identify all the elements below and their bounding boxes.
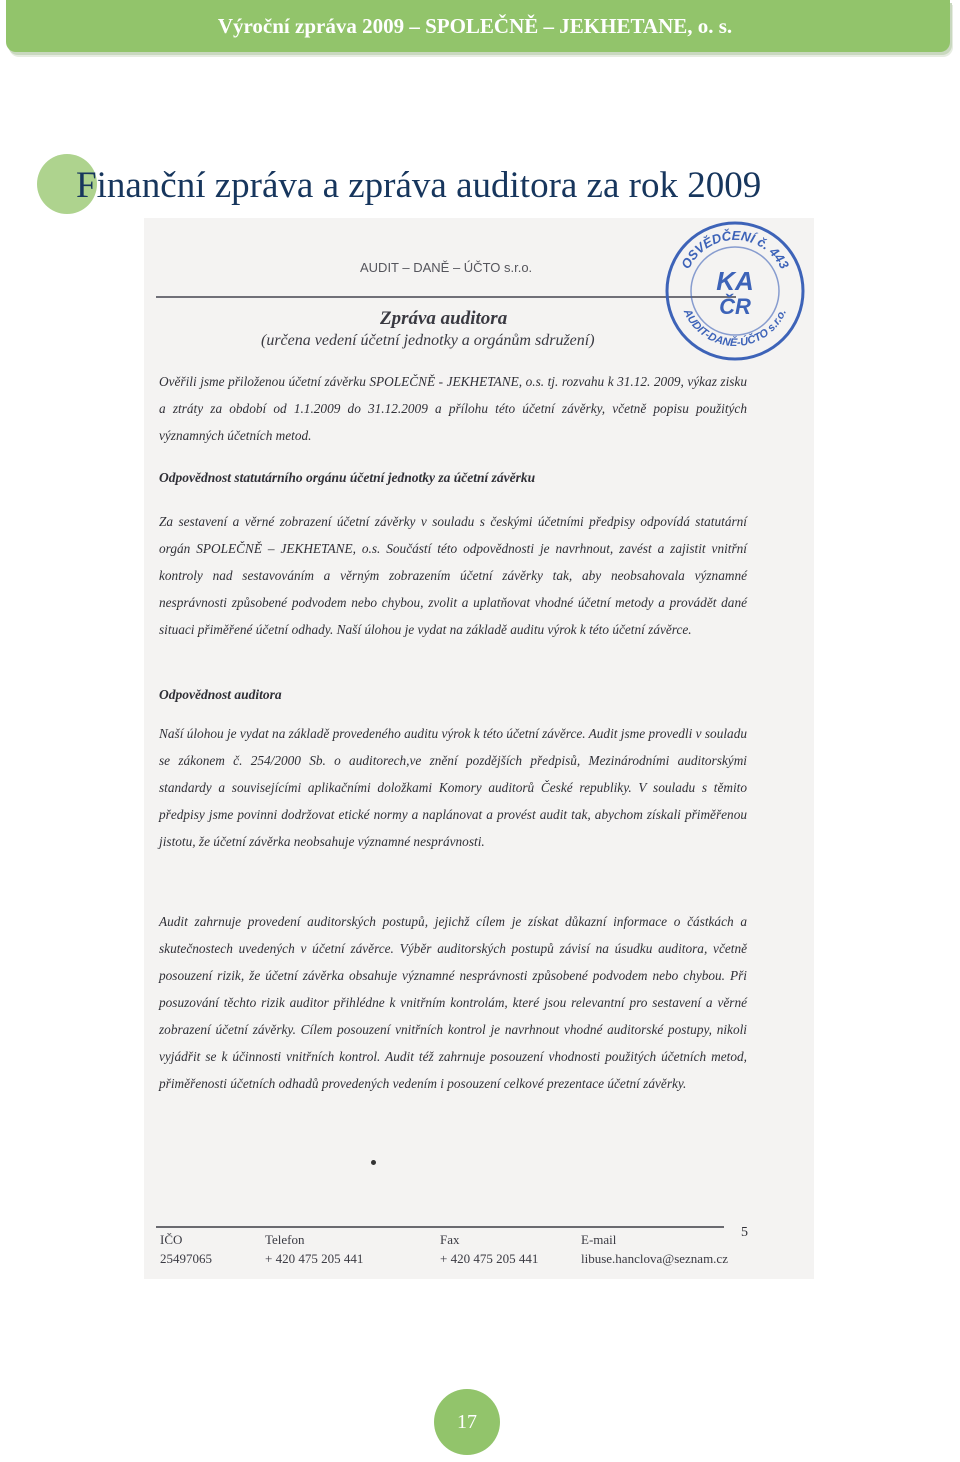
report-paragraph-3: Naší úlohou je vydat na základě provedeného auditu výrok k této účetní závěrce. Audit jsme provedli v souladu se zákonem č. 254/2000 Sb. o auditorech,ve znění pozdějších předpisů, Mezinárodními auditorskými standardy a souvisejícími aplikačními doložkami Komory auditorů České republiky. V souladu s těmito předpisy jsme povinni dodržovat etické normy a naplánovat a provést audit tak, abychom získali přiměřenou jistotu, že účetní závěrka neobsahuje významné nesprávnosti. — [159, 726, 747, 849]
footer-phone-value: + 420 475 205 441 — [265, 1251, 364, 1266]
footer-email — [581, 1230, 728, 1268]
footer-ico-label: IČO — [160, 1232, 183, 1247]
report-title: Zpráva auditora — [380, 308, 508, 329]
scan-page-number: 5 — [741, 1225, 748, 1240]
footer-phone — [265, 1230, 363, 1268]
stamp-center-line1: KA — [716, 266, 754, 296]
report-heading-2: Odpovědnost auditora — [159, 687, 282, 702]
report-subtitle: (určena vedení účetní jednotky a orgánům sdružení) — [261, 332, 595, 349]
scan-mark — [371, 1160, 376, 1165]
page-number-badge — [434, 1389, 500, 1455]
footer-email-label: E-mail — [581, 1232, 617, 1247]
header-title: Výroční zpráva 2009 – SPOLEČNĚ – JEKHETANE, o. s. — [217, 13, 733, 38]
stamp-seal-icon — [662, 218, 808, 364]
report-paragraph-1: Ověřili jsme přiloženou účetní závěrku SPOLEČNĚ - JEKHETANE, o.s. tj. rozvahu k 31.12. 2009, výkaz zisku a ztráty za období od 1.1.2009 do 31.12.2009 a přílohu této účetní závěrky, včetně popisu použitých významných účetních metod. — [159, 374, 747, 443]
footer-rule — [156, 1226, 724, 1228]
footer-phone-label: Telefon — [265, 1232, 305, 1247]
footer-fax-label: Fax — [440, 1232, 460, 1247]
report-heading-1: Odpovědnost statutárního orgánu účetní jednotky za účetní závěrku — [159, 470, 536, 485]
footer-fax-value: + 420 475 205 441 — [440, 1251, 539, 1266]
section-title: Finanční zpráva a zpráva auditora za rok 2009 — [76, 165, 762, 206]
stamp-center-line2: ČR — [719, 294, 751, 319]
page-number: 17 — [457, 1410, 477, 1433]
letterhead-rule — [156, 296, 736, 298]
report-paragraph-2: Za sestavení a věrné zobrazení účetní závěrky v souladu s českými účetními předpisy odpovídá statutární orgán SPOLEČNĚ – JEKHETANE, o.s. Součástí této odpovědnosti je navrhnout, zavést a zajistit vnitřní kontroly nad sestavováním a věrným zobrazením účetní závěrky tak, aby neobsahovala významné nesprávnosti způsobené podvodem nebo chybou, zvolit a uplatňovat vhodné účetní metody a provádět dané situaci přiměřené účetní odhady. Naší úlohou je vydat na základě auditu výrok k této účetní závěrce. — [159, 514, 747, 637]
footer-ico — [160, 1230, 212, 1268]
footer-fax — [440, 1230, 538, 1268]
header-banner — [6, 0, 950, 52]
footer-ico-value: 25497065 — [160, 1251, 212, 1266]
stamp-bottom-text: AUDIT-DANĚ-ÚČTO s.r.o. — [680, 307, 789, 350]
auditor-letterhead: AUDIT – DANĚ – ÚČTO s.r.o. — [360, 260, 533, 275]
scanned-auditor-report — [144, 218, 814, 1279]
footer-email-value: libuse.hanclova@seznam.cz — [581, 1251, 728, 1266]
stamp-top-text: OSVĚDČENÍ č. 443 — [677, 227, 793, 272]
report-paragraph-4: Audit zahrnuje provedení auditorských postupů, jejichž cílem je získat důkazní informace o částkách a skutečnostech uvedených v účetní závěrce. Výběr auditorských postupů závisí na úsudku auditora, včetně posouzení rizik, že účetní závěrka obsahuje významné nesprávnosti způsobené podvodem nebo chybou. Při posuzování těchto rizik auditor přihlédne k vnitřním kontrolám, které jsou relevantní pro sestavení a věrné zobrazení účetní závěrky. Cílem posouzení vnitřních kontrol je navrhnout vhodné auditorské postupy, nikoli vyjádřit se k účinnosti vnitřních kontrol. Audit též zahrnuje posouzení vhodnosti použitých účetních metod, přiměřenosti účetních odhadů provedených vedením i posouzení celkové prezentace účetní závěrky. — [159, 914, 747, 1091]
